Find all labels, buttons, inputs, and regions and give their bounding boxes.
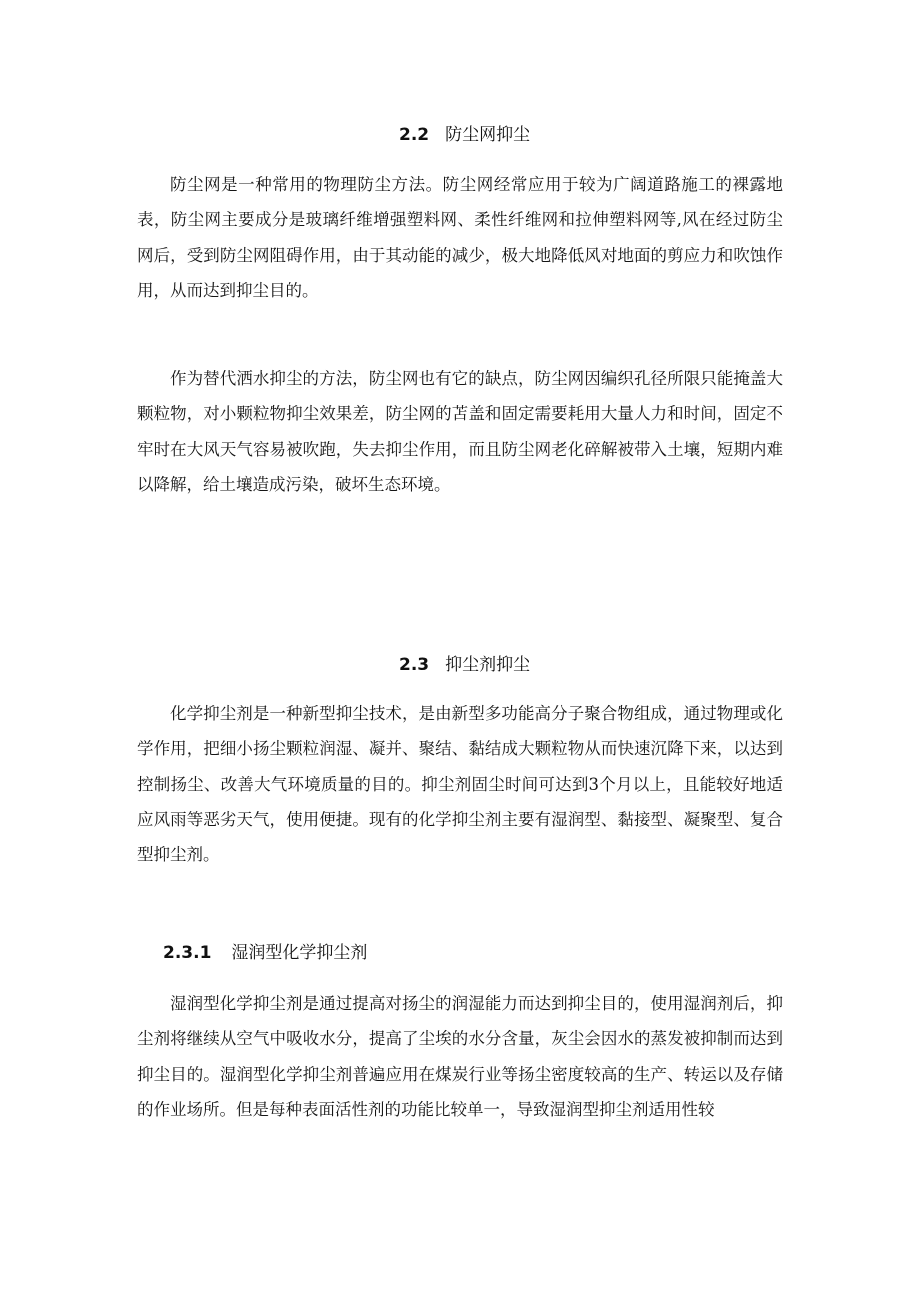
section-number: 2.2 <box>399 125 430 145</box>
section-title: 湿润型化学抑尘剂 <box>231 943 368 963</box>
section-heading-2-3 <box>399 655 530 675</box>
section-title: 抑尘剂抑尘 <box>445 655 531 675</box>
section-number: 2.3 <box>399 655 430 675</box>
section-title: 防尘网抑尘 <box>445 125 531 145</box>
paragraph-dust-net-drawbacks: 作为替代洒水抑尘的方法，防尘网也有它的缺点，防尘网因编织孔径所限只能掩盖大颗粒物，对小颗粒物抑尘效果差，防尘网的苫盖和固定需要耗用大量人力和时间，固定不牢时在大风天气容易被吹跑，失去抑尘作用，而且防尘网老化碎解被带入土壤，短期内难以降解，给土壤造成污染，破坏生态环境。 <box>137 369 783 494</box>
paragraph-wetting-suppressant: 湿润型化学抑尘剂是通过提高对扬尘的润湿能力而达到抑尘目的，使用湿润剂后，抑尘剂将继续从空气中吸收水分，提高了尘埃的水分含量，灰尘会因水的蒸发被抑制而达到抑尘目的。湿润型化学抑尘剂普遍应用在煤炭行业等扬尘密度较高的生产、转运以及存储的作业场所。但是每种表面活性剂的功能比较单一，导致湿润型抑尘剂适用性较 <box>137 994 783 1119</box>
section-number: 2.3.1 <box>163 943 212 963</box>
section-heading-2-3-1 <box>163 943 367 963</box>
paragraph-dust-net-intro: 防尘网是一种常用的物理防尘方法。防尘网经常应用于较为广阔道路施工的裸露地表，防尘网主要成分是玻璃纤维增强塑料网、柔性纤维网和拉伸塑料网等,风在经过防尘网后，受到防尘网阻碍作用，由于其动能的减少，极大地降低风对地面的剪应力和吹蚀作用，从而达到抑尘目的。 <box>137 175 783 300</box>
paragraph-chemical-suppressant-intro: 化学抑尘剂是一种新型抑尘技术，是由新型多功能高分子聚合物组成，通过物理或化学作用，把细小扬尘颗粒润湿、凝并、聚结、黏结成大颗粒物从而快速沉降下来，以达到控制扬尘、改善大气环境质量的目的。抑尘剂固尘时间可达到3个月以上，且能较好地适应风雨等恶劣天气，使用便捷。现有的化学抑尘剂主要有湿润型、黏接型、凝聚型、复合型抑尘剂。 <box>137 704 783 865</box>
section-heading-2-2 <box>399 125 530 145</box>
